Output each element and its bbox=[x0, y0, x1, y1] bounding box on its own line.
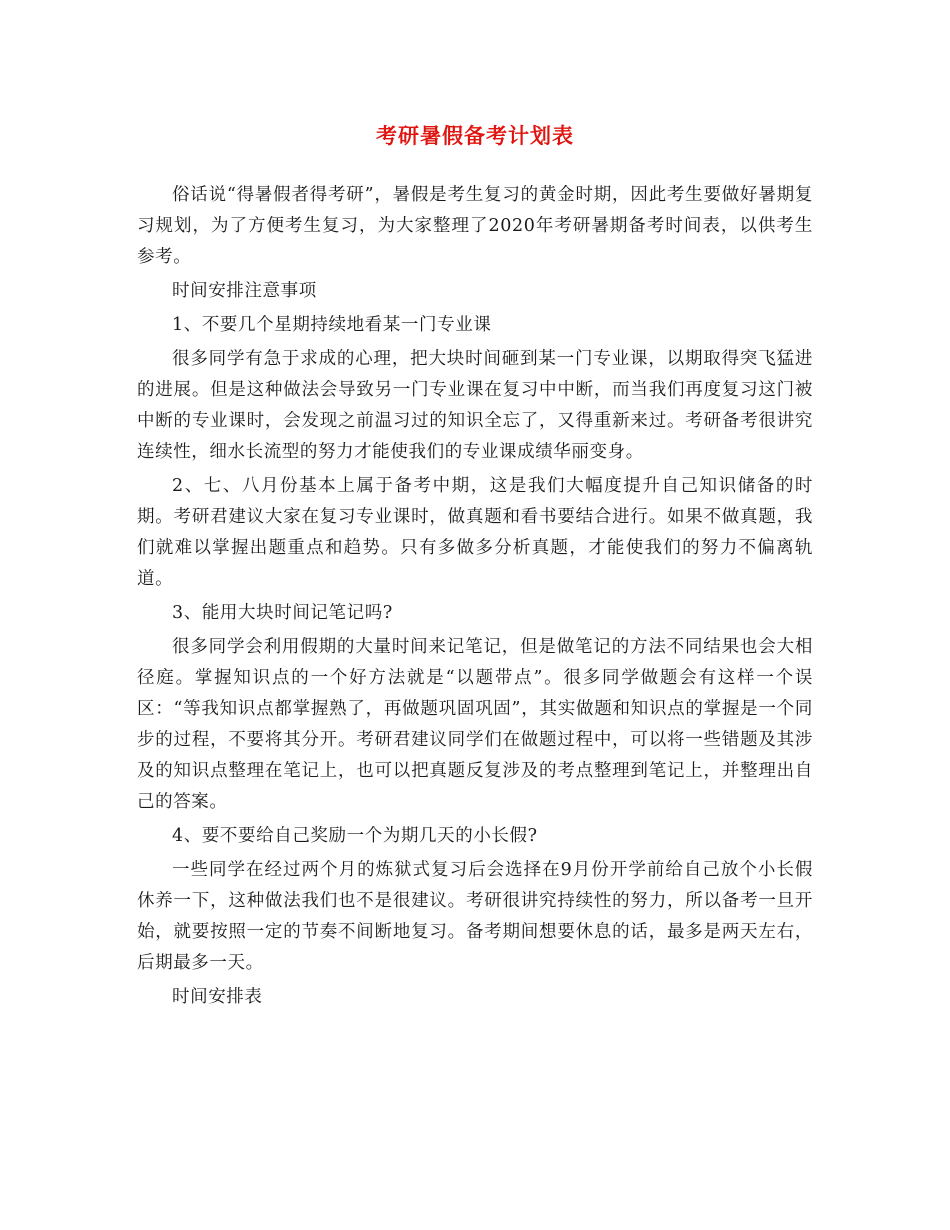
paragraph-intro: 俗话说“得暑假者得考研”，暑假是考生复习的黄金时期，因此考生要做好暑期复习规划，为了方便考生复习，为大家整理了2020年考研暑期备考时间表，以供考生参考。 bbox=[137, 185, 813, 267]
paragraph-item-3: 很多同学会利用假期的大量时间来记笔记，但是做笔记的方法不同结果也会大相径庭。掌握知识点的一个好方法就是“以题带点”。很多同学做题会有这样一个误区：“等我知识点都掌握熟了，再做题巩固巩固”，其实做题和知识点的掌握是一个同步的过程，不要将其分开。考研君建议同学们在做题过程中，可以将一些错题及其涉及的知识点整理在笔记上，也可以把真题反复涉及的考点整理到笔记上，并整理出自己的答案。 bbox=[137, 637, 813, 812]
section-heading-notes: 时间安排注意事项 bbox=[172, 281, 317, 301]
document-body bbox=[137, 180, 813, 1016]
section-heading-schedule: 时间安排表 bbox=[172, 987, 263, 1007]
page-title: 考研暑假备考计划表 bbox=[376, 123, 574, 148]
paragraph-item-4: 一些同学在经过两个月的炼狱式复习后会选择在9月份开学前给自己放个小长假休养一下，这种做法我们也不是很建议。考研很讲究持续性的努力，所以备考一旦开始，就要按照一定的节奏不间断地复习。备考期间想要休息的话，最多是两天左右，后期最多一天。 bbox=[137, 860, 813, 973]
paragraph-item-2: 2、七、八月份基本上属于备考中期，这是我们大幅度提升自己知识储备的时期。考研君建议大家在复习专业课时，做真题和看书要结合进行。如果不做真题，我们就难以掌握出题重点和趋势。只有多做多分析真题，才能使我们的努力不偏离轨道。 bbox=[137, 476, 813, 589]
paragraph-item-1: 很多同学有急于求成的心理，把大块时间砸到某一门专业课，以期取得突飞猛进的进展。但是这种做法会导致另一门专业课在复习中中断，而当我们再度复习这门被中断的专业课时，会发现之前温习过的知识全忘了，又得重新来过。考研备考很讲究连续性，细水长流型的努力才能使我们的专业课成绩华丽变身。 bbox=[137, 349, 813, 462]
item-heading-3: 3、能用大块时间记笔记吗? bbox=[172, 603, 393, 623]
item-heading-4: 4、要不要给自己奖励一个为期几天的小长假? bbox=[172, 826, 538, 846]
item-heading-1: 1、不要几个星期持续地看某一门专业课 bbox=[172, 315, 492, 335]
